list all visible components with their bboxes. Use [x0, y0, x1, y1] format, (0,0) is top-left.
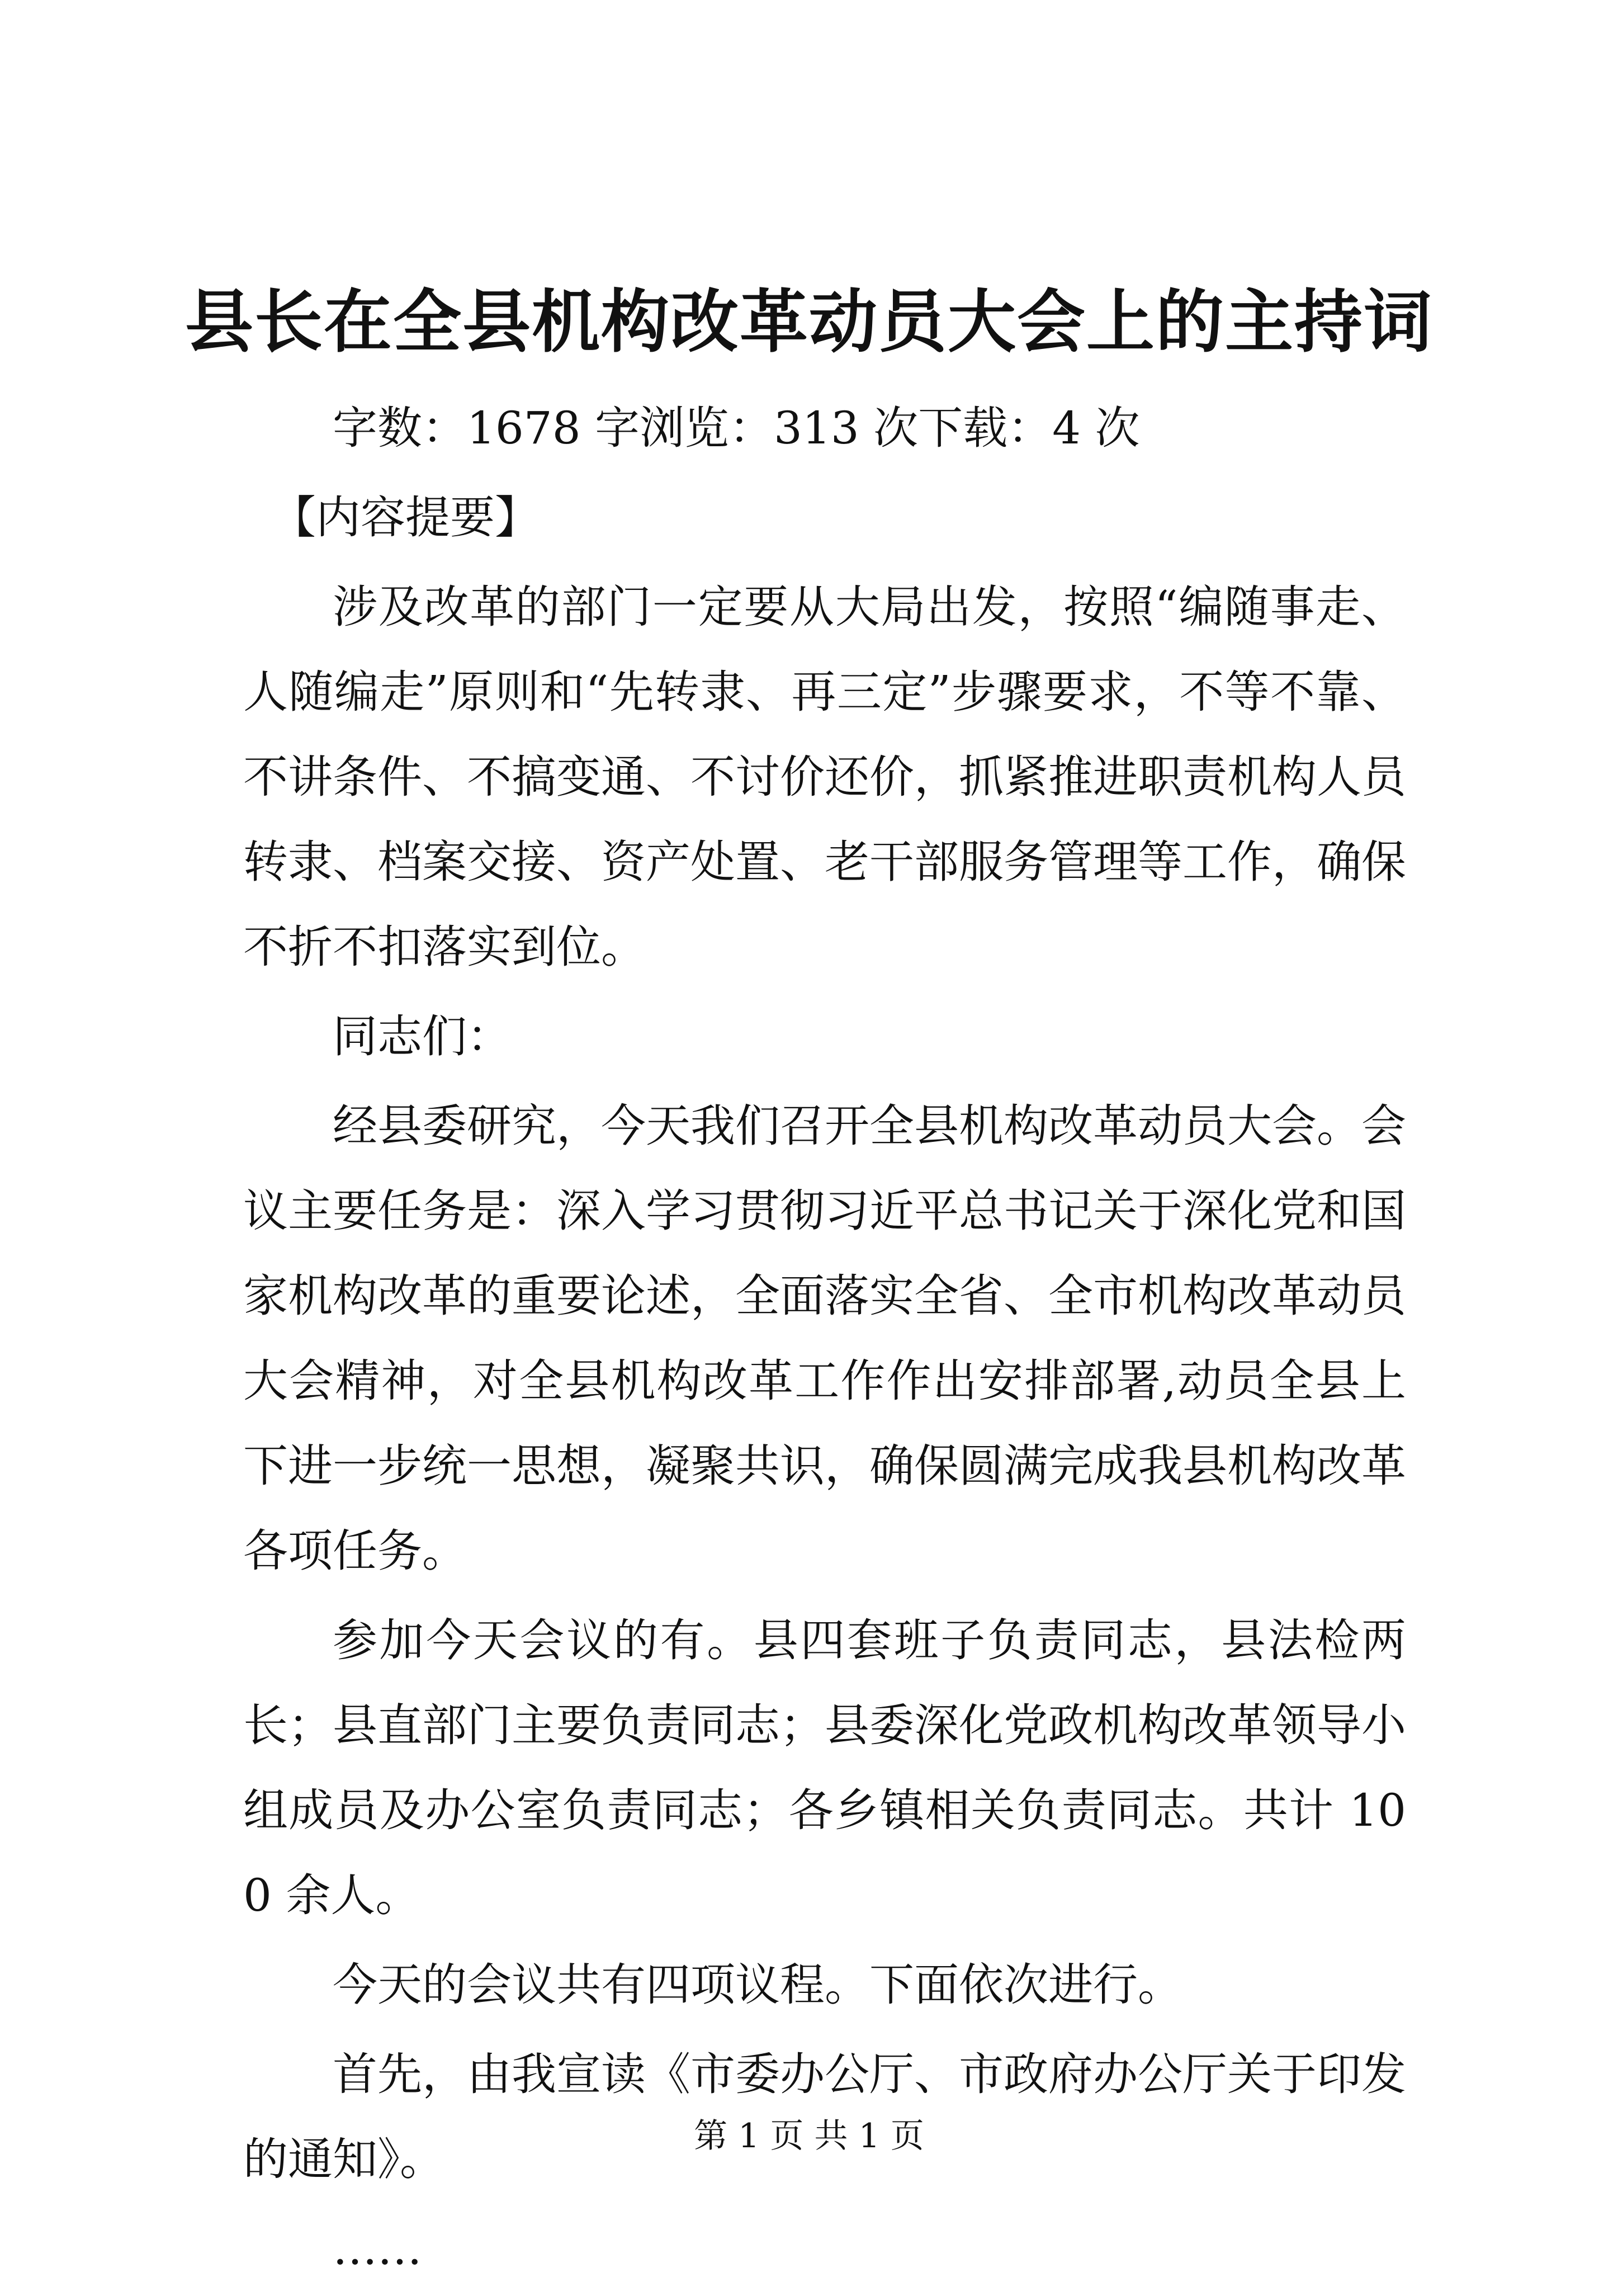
- document-body: [243, 386, 1406, 2296]
- document-title: 县长在全县机构改革动员大会上的主持词: [185, 281, 1433, 362]
- paragraph-greeting: 同志们：: [333, 1010, 512, 1062]
- paragraph-agenda: 今天的会议共有四项议程。下面依次进行。: [333, 1959, 1182, 2011]
- paragraph-summary: 涉及改革的部门一定要从大局出发，按照“编随事走、人随编走”原则和“先转隶、再三定”步骤要求，不等不靠、不讲条件、不搞变通、不讨价还价，抓紧推进职责机构人员转隶、档案交接、资产处置、老干部服务管理等工作，确保不折不扣落实到位。: [243, 581, 1406, 973]
- paragraph-ellipsis: ……: [333, 2223, 422, 2275]
- paragraph-first-item: 首先，由我宣读《市委办公厅、市政府办公厅关于印发的通知》。: [243, 2048, 1406, 2185]
- page-footer: 第 1 页 共 1 页: [694, 2117, 924, 2156]
- paragraph-purpose: 经县委研究，今天我们召开全县机构改革动员大会。会议主要任务是：深入学习贯彻习近平总书记关于深化党和国家机构改革的重要论述，全面落实全省、全市机构改革动员大会精神，对全县机构改革工作作出安排部署,动员全县上下进一步统一思想，凝聚共识，确保圆满完成我县机构改革各项任务。: [243, 1100, 1406, 1577]
- document-meta: 字数：1678 字浏览：313 次下载：4 次: [333, 402, 1140, 454]
- paragraph-attendees: 参加今天会议的有。县四套班子负责同志，县法检两长；县直部门主要负责同志；县委深化党政机构改革领导小组成员及办公室负责同志；各乡镇相关负责同志。共计 100 余人。: [243, 1614, 1406, 1921]
- summary-heading: 【内容提要】: [271, 492, 540, 544]
